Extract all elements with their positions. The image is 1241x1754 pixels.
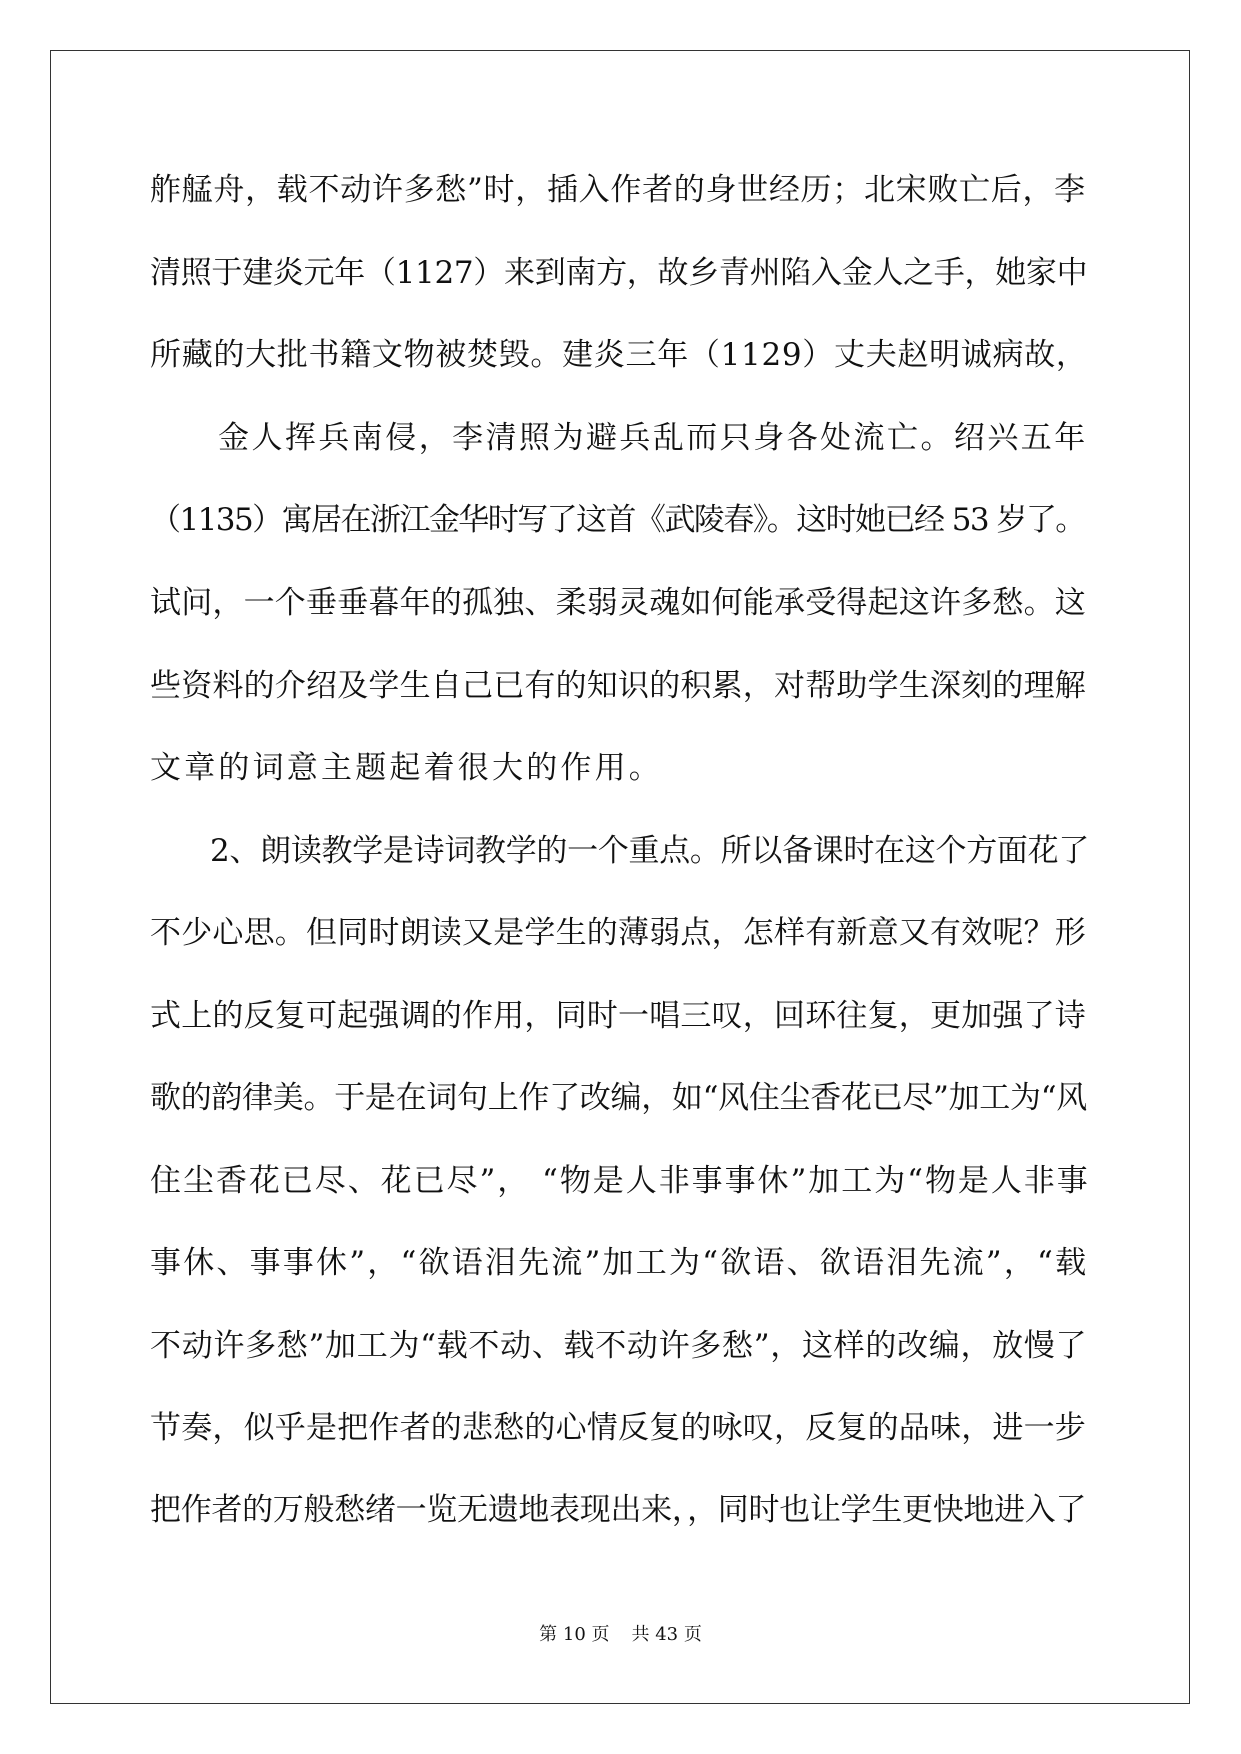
paragraph-start-line: 2、朗读教学是诗词教学的一个重点。所以备课时在这个方面花了	[210, 833, 1090, 869]
body-line: （1135）寓居在浙江金华时写了这首《武陵春》。这时她已经 53 岁了。	[150, 502, 1085, 538]
body-line: 式上的反复可起强调的作用，同时一唱三叹，回环往复，更加强了诗	[150, 998, 1086, 1034]
body-line: 清照于建炎元年（1127）来到南方，故乡青州陷入金人之手，她家中	[150, 255, 1088, 291]
body-line: 文章的词意主题起着很大的作用。	[150, 750, 663, 786]
page-footer	[0, 1620, 1241, 1646]
page-total: 共 43 页	[631, 1624, 702, 1645]
body-line: 舴艋舟，载不动许多愁”时，插入作者的身世经历；北宋败亡后，李	[150, 172, 1086, 208]
body-line: 住尘香花已尽、花已尽”， “物是人非事事休”加工为“物是人非事	[150, 1163, 1090, 1199]
page-border	[50, 50, 1190, 1704]
body-line: 所藏的大批书籍文物被焚毁。建炎三年（1129）丈夫赵明诚病故，	[150, 337, 1088, 373]
body-line: 试问，一个垂垂暮年的孤独、柔弱灵魂如何能承受得起这许多愁。这	[150, 585, 1086, 621]
body-line: 把作者的万般愁绪一览无遗地表现出来，，同时也让学生更快地进入了	[150, 1492, 1087, 1528]
body-line: 事休、事事休”，“欲语泪先流”加工为“欲语、欲语泪先流”，“载	[150, 1245, 1089, 1281]
body-line: 不少心思。但同时朗读又是学生的薄弱点，怎样有新意又有效呢？形	[150, 915, 1086, 951]
body-line: 节奏，似乎是把作者的悲愁的心情反复的咏叹，反复的品味，进一步	[150, 1410, 1086, 1446]
body-line: 些资料的介绍及学生自己已有的知识的积累，对帮助学生深刻的理解	[150, 668, 1086, 704]
body-line: 歌的韵律美。于是在词句上作了改编，如“风住尘香花已尽”加工为“风	[150, 1080, 1087, 1116]
page-number: 第 10 页	[539, 1624, 610, 1645]
paragraph-start-line: 金人挥兵南侵，李清照为避兵乱而只身各处流亡。绍兴五年	[218, 420, 1088, 456]
body-line: 不动许多愁”加工为“载不动、载不动许多愁”，这样的改编，放慢了	[150, 1328, 1088, 1364]
